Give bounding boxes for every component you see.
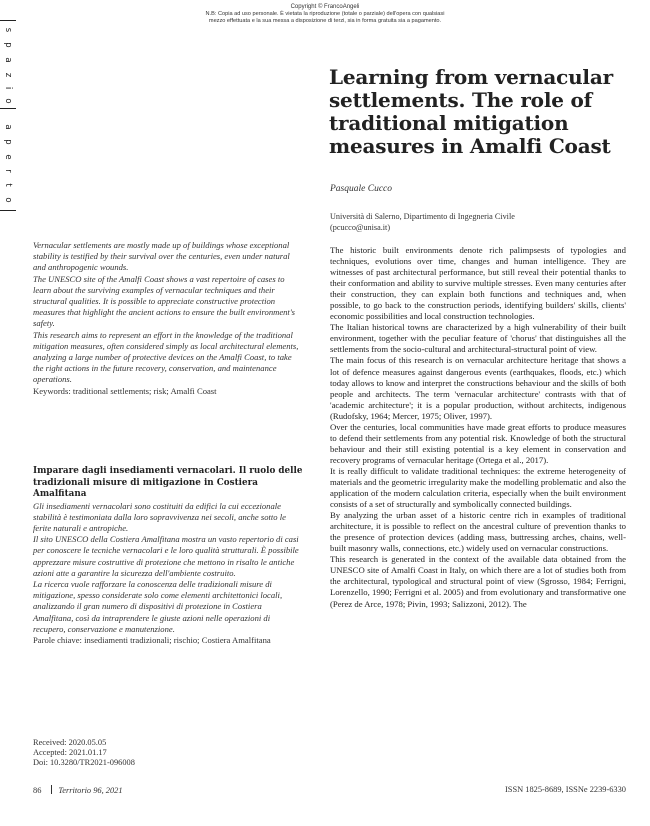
abstract-en-paragraph: This research aims to represent an effort in the knowledge of the traditional mitigation measures, often considered simply as local architectural elements, analyzing a large number of protective devices on the Amalfi Coast, to take the right actions in the future recovery, conservation, and maintenance operations. xyxy=(33,329,299,385)
side-strip-letter: s xyxy=(3,27,13,33)
italian-title: Imparare dagli insediamenti vernacolari. Il ruolo delle tradizionali misure di mitigazione in Costiera Amalfitana xyxy=(33,466,303,499)
side-strip-letter: p xyxy=(3,42,13,48)
body-paragraph: The Italian historical towns are characterized by a high vulnerability of their built environment, together with the peculiar feature of 'chorus' that distinguishes all the settlements from the socio-cultural and architectural-structural point of view. xyxy=(330,322,626,355)
italian-abstract-text xyxy=(33,501,303,635)
abstract-english xyxy=(33,240,301,397)
section-side-strip xyxy=(0,20,16,210)
footer-left xyxy=(33,785,123,795)
copyright-title: Copyright © FrancoAngeli xyxy=(290,4,360,10)
author-affiliation xyxy=(330,211,630,233)
date-received: Received: 2020.05.05 xyxy=(33,738,107,747)
side-strip-letter: o xyxy=(3,197,13,203)
side-strip-rule-bottom xyxy=(0,210,16,211)
abstract-it-paragraph: Gli insediamenti vernacolari sono costituiti da edifici la cui eccezionale stabilità è testimoniata dalla loro sopravvivenza nei secoli, anche sotto le ferite naturali e antropiche. xyxy=(33,500,286,533)
side-strip-letter: z xyxy=(3,72,13,78)
abstract-en-paragraph: The UNESCO site of the Amalfi Coast shows a vast repertoire of cases to learn about the surviving examples of vernacular techniques and their structural qualities. It is possible to appreciate constructive protection measures that highlight the ancient actions to ensure the built environment's safety. xyxy=(33,273,295,329)
keywords-english: Keywords: traditional settlements; risk; Amalfi Coast xyxy=(33,385,217,396)
article-author: Pasquale Cucco xyxy=(330,184,393,194)
body-paragraph: By analyzing the urban asset of a historic centre rich in examples of traditional architecture, it is possible to reflect on the ancestral culture of prevention thanks to the presence of protection devices (adding mass, buttressing arches, chains, well-built masonry walls, connections, etc.) widely used on vernacular constructions. xyxy=(330,510,626,554)
page-number: 86 xyxy=(33,786,42,795)
body-paragraph: The main focus of this research is on vernacular architecture heritage that shows a lot of defence measures against dangerous events (earthquakes, floods, etc.) which today allows to know and interpret the constructions behaviour and the skills of both people and architects. The term 'vernacular architecture' contrasts with that of 'academic architecture'; it is a popular production, without architects, indigenous (Rudofsky, 1964; Mercer, 1975; Oliver, 1997). xyxy=(330,355,626,421)
footer-separator xyxy=(51,785,52,794)
side-strip-letter: o xyxy=(3,98,13,104)
body-paragraph: This research is generated in the context of the available data obtained from the UNESCO site of Amalfi Coast in Italy, on which there are a lot of studies both from the architectural, typological and structural point of view (Sgrosso, 1984; Ferrigni, Lorenzello, 1990; Ferrigni et al. 2005) and from evolutionary and transformative one (Perez de Arce, 1978; Pivin, 1993; Salizzoni, 2012). The xyxy=(330,554,626,609)
copyright-line-1: N.B: Copia ad uso personale. È vietata la riproduzione (totale o parziale) dell'opera con qualsiasi xyxy=(205,11,445,17)
article-dates xyxy=(33,738,135,768)
body-paragraph: Over the centuries, local communities have made great efforts to produce measures to defend their settlements from any potential risk. Knowledge of both the structural behaviour and their still existing potential is a key element in conservation and recovery programs of vernacular heritage (Ortega et al., 2017). xyxy=(330,421,626,465)
date-accepted: Accepted: 2021.01.17 xyxy=(33,748,107,757)
side-strip-letter: a xyxy=(3,124,13,130)
copyright-notice xyxy=(160,4,490,25)
side-strip-letter: p xyxy=(3,139,13,145)
side-strip-letter: t xyxy=(3,183,13,187)
article-title: Learning from vernacular settlements. The role of traditional mitigation measures in Amalfi Coast xyxy=(329,65,613,158)
abstract-it-paragraph: La ricerca vuole rafforzare la conoscenza delle tradizionali misure di mitigazione, spesso considerate solo come elementi architettonici locali, analizzando il gran numero di dispositivi di protezione in Costiera Amalfitana, così da intraprendere le giuste azioni nelle operazioni di recupero, conservazione e manutenzione. xyxy=(33,578,283,634)
side-strip-rule-top xyxy=(0,20,16,21)
body-paragraph: It is really difficult to validate traditional techniques: the extreme heterogeneity of materials and the geometric irregularity make the modelling problematic and also the application of the modern calculation criteria, especially when the built environment consists of a set of structurally and symbolically connected buildings. xyxy=(330,465,626,510)
side-strip-letter: a xyxy=(3,57,13,63)
article-doi: Doi: 10.3280/TR2021-096008 xyxy=(33,758,135,767)
journal-issue: 96, 2021 xyxy=(93,786,123,795)
body-paragraph: The historic built environments denote rich palimpsests of typologies and techniques, evolutions over time, changes and human intelligence. They are witnesses of past architectural performance, but still reveal their potential thanks to their conformation and ability to survive multiple stresses. Even many centuries after their construction, they can explain both functions and techniques and, when possible, to go back to the construction periods, identifying builders' skills, clients' economic possibilities and local construction technologies. xyxy=(330,245,626,322)
copyright-line-2: mezzo effettuata e la sua messa a disposizione di terzi, sia in forma gratuita sia a pagamento. xyxy=(208,18,442,24)
abstract-it-paragraph: Il sito UNESCO della Costiera Amalfitana mostra un vasto repertorio di casi per conoscere le tecniche vernacolari e le loro qualità strutturali. È possibile apprezzare misure costruttive di protezione che mettono in risalto le antiche azioni atte a garantire la sicurezza dell'ambiente costruito. xyxy=(33,534,299,578)
abstract-italian xyxy=(33,466,303,646)
journal-name: Territorio xyxy=(58,786,92,795)
side-strip-letter: i xyxy=(3,86,13,90)
footer-issn: ISSN 1825-8689, ISSNe 2239-6330 xyxy=(505,785,626,794)
abstract-en-paragraph: Vernacular settlements are mostly made up of buildings whose exceptional stability is testified by their survival over the centuries, even under natural and anthropogenic wounds. xyxy=(33,240,290,273)
article-body xyxy=(330,245,626,610)
side-strip-letter: e xyxy=(3,154,13,160)
keywords-italian: Parole chiave: insediamenti tradizionali; rischio; Costiera Amalfitana xyxy=(33,634,271,645)
affiliation-institution: Università di Salerno, Dipartimento di Ingegneria Civile xyxy=(330,212,515,221)
affiliation-email: (pcucco@unisa.it) xyxy=(330,223,391,232)
side-strip-letter: r xyxy=(3,169,13,173)
